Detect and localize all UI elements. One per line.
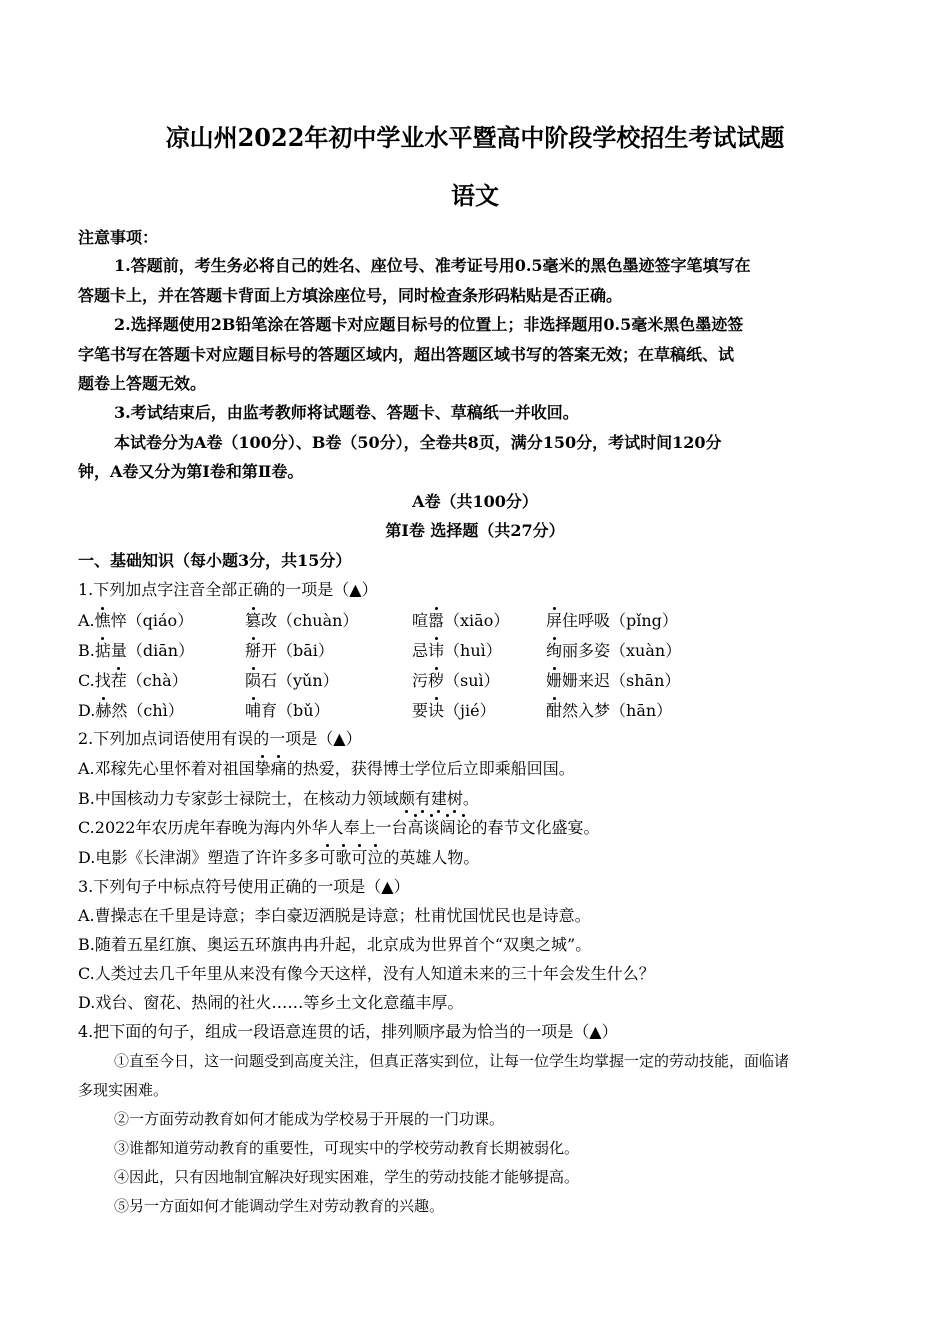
option-text: 污 [412,671,429,690]
dotted-character: 痛 [270,759,287,778]
dotted-character: 泣 [367,848,384,867]
option-text: 忌 [412,641,429,660]
question-1-option-c-item [412,669,500,693]
notice-item-1: 1.答题前，考生务必将自己的姓名、座位号、准考证号用0.5毫米的黑色墨迹签字笔填写在 [114,256,751,275]
question-1-option-b-item [245,639,334,663]
dotted-character: 可 [351,848,368,867]
option-text: （chà） [126,671,188,690]
dotted-character: 歌 [335,848,352,867]
dotted-character: 屏 [546,611,563,630]
option-label: C. [78,671,95,690]
option-text: 的春节文化盛宴。 [471,818,600,837]
option-label: D. [78,701,96,720]
dotted-character: 秽 [428,671,445,690]
section-1-heading: 一、基础知识（每小题3分，共15分） [78,551,352,570]
dotted-character: 嚣 [428,611,445,630]
dotted-word [407,818,471,837]
sentence-4: ④因此，只有因地制宜解决好现实困难，学生的劳动技能才能够提高。 [114,1168,580,1186]
notice-item-2-cont2: 题卷上答题无效。 [78,374,207,393]
dotted-character: 姗 [546,671,563,690]
question-2-option-a [78,757,575,781]
dotted-character: 谈 [423,818,440,837]
question-1-option-b-item [546,639,681,663]
question-1-option-c-item [245,669,339,693]
question-1-option-a-item [546,609,678,633]
dotted-character: 挚 [254,759,271,778]
option-text: 丽多姿（xuàn） [562,641,682,660]
option-text: 量（diān） [110,641,195,660]
dotted-character: 可 [319,848,336,867]
option-text: C.2022年农历虎年春晚为海内外华人奉上一台 [78,818,408,837]
question-1-option-b-item [78,639,194,663]
option-text: 找 [94,671,111,690]
question-1-option-c-item [78,669,188,693]
dotted-character: 绚 [546,641,563,660]
exam-info: 本试卷分为A卷（100分）、B卷（50分），全卷共8页，满分150分，考试时间120分 [114,433,722,452]
question-3-option-c: C.人类过去几千年里从来没有像今天这样，没有人知道未来的三十年会发生什么？ [78,964,655,983]
option-text: （xiāo） [444,611,510,630]
dotted-character: 有 [414,789,431,808]
option-label: A. [78,611,95,630]
option-text: 育（bǔ） [261,701,330,720]
notice-item-1-cont: 答题卡上，并在答题卡背面上方填涂座位号，同时检查条形码粘贴是否正确。 [78,286,623,305]
option-text: B.中国核动力专家彭士禄院士，在核动力领域 [78,789,399,808]
notice-item-3: 3.考试结束后，由监考教师将试题卷、答题卡、草稿纸一并收回。 [114,403,579,422]
exam-title: 凉山州2022年初中学业水平暨高中阶段学校招生考试试题 [165,123,785,152]
option-text: 的热爱，获得博士学位后立即乘船回国。 [286,759,575,778]
question-2-option-b [78,787,479,811]
question-3-stem: 3.下列句子中标点符号使用正确的一项是（▲） [78,877,410,896]
option-text: （jié） [444,701,496,720]
question-1-option-c-item [546,669,680,693]
dotted-character: 颇 [398,789,415,808]
notice-item-2-cont: 字笔书写在答题卡对应题目标号的答题区域内，超出答题区域书写的答案无效；在草稿纸、试 [78,345,735,364]
sentence-1: ①直至今日，这一问题受到高度关注，但真正落实到位，让每一位学生均掌握一定的劳动技能，面临诸 [114,1052,790,1070]
option-text: 要 [412,701,429,720]
dotted-character: 陨 [245,671,262,690]
question-1-stem: 1.下列加点字注音全部正确的一项是（▲） [78,580,378,599]
dotted-character: 建 [430,789,447,808]
option-text: 开（bāi） [261,641,334,660]
question-2-option-d [78,846,479,870]
sentence-5: ⑤另一方面如何才能调动学生对劳动教育的兴趣。 [114,1197,445,1215]
question-1-option-b-item [412,639,502,663]
question-1-option-d-item [245,699,330,723]
dotted-word [399,789,463,808]
option-text: 。 [462,789,479,808]
option-label: B. [78,641,95,660]
dotted-character: 赫 [95,701,112,720]
option-text: 然入梦（hān） [562,701,673,720]
option-text: 改（chuàn） [261,611,359,630]
volume-a-heading: A卷（共100分） [412,492,538,511]
dotted-character: 高 [407,818,424,837]
question-1-option-a-item [78,609,193,633]
option-text: D.电影《长津湖》塑造了许许多多 [78,848,320,867]
question-1-option-d-item [412,699,496,723]
notice-item-2: 2.选择题使用2B铅笔涂在答题卡对应题目标号的位置上；非选择题用0.5毫米黑色墨迹签 [114,315,744,334]
dotted-character: 讳 [428,641,445,660]
option-text: 然（chì） [111,701,184,720]
question-2-option-c [78,816,600,840]
option-text: 喧 [412,611,429,630]
question-4-stem: 4.把下面的句子，组成一段语意连贯的话，排列顺序最为恰当的一项是（▲） [78,1022,618,1041]
sentence-3: ③谁都知道劳动教育的重要性，可现实中的学校劳动教育长期被弱化。 [114,1139,580,1157]
part-1-heading: 第Ⅰ卷 选择题（共27分） [385,521,565,540]
question-3-option-a: A.曹操志在千里是诗意；李白豪迈洒脱是诗意；杜甫忧国忧民也是诗意。 [78,906,591,925]
dotted-word [319,848,383,867]
option-text: 的英雄人物。 [383,848,480,867]
dotted-character: 阔 [439,818,456,837]
option-text: （suì） [444,671,500,690]
question-1-option-a-item [245,609,358,633]
dotted-character: 憔 [94,611,111,630]
option-text: 石（yǔn） [261,671,339,690]
dotted-character: 掰 [245,641,262,660]
question-1-option-a-item [412,609,509,633]
option-text: A.邓稼先心里怀着对祖国 [78,759,255,778]
dotted-character: 茬 [110,671,127,690]
question-1-option-d-item [546,699,672,723]
exam-info-cont: 钟，A卷又分为第Ⅰ卷和第Ⅱ卷。 [78,462,304,481]
dotted-character: 篡 [245,611,262,630]
dotted-character: 诀 [428,701,445,720]
option-text: 住呼吸（pǐng） [562,611,678,630]
dotted-character: 论 [455,818,472,837]
sentence-2: ②一方面劳动教育如何才能成为学校易于开展的一门功课。 [114,1110,505,1128]
dotted-character: 哺 [245,701,262,720]
question-3-option-b: B.随着五星红旗、奥运五环旗冉冉升起，北京成为世界首个“双奥之城”。 [78,935,592,954]
option-text: （huì） [444,641,502,660]
option-text: 姗来迟（shān） [562,671,681,690]
option-text: 悴（qiáo） [110,611,194,630]
question-1-option-d-item [78,699,184,723]
dotted-word [255,759,287,778]
question-2-stem: 2.下列加点词语使用有误的一项是（▲） [78,729,362,748]
question-3-option-d: D.戏台、窗花、热闹的社火……等乡土文化意蕴丰厚。 [78,993,464,1012]
subject-title: 语文 [451,181,499,210]
notice-heading: 注意事项： [78,228,159,247]
dotted-character: 酣 [546,701,563,720]
dotted-character: 掂 [94,641,111,660]
dotted-character: 树 [446,789,463,808]
sentence-1-cont: 多现实困难。 [78,1081,169,1099]
